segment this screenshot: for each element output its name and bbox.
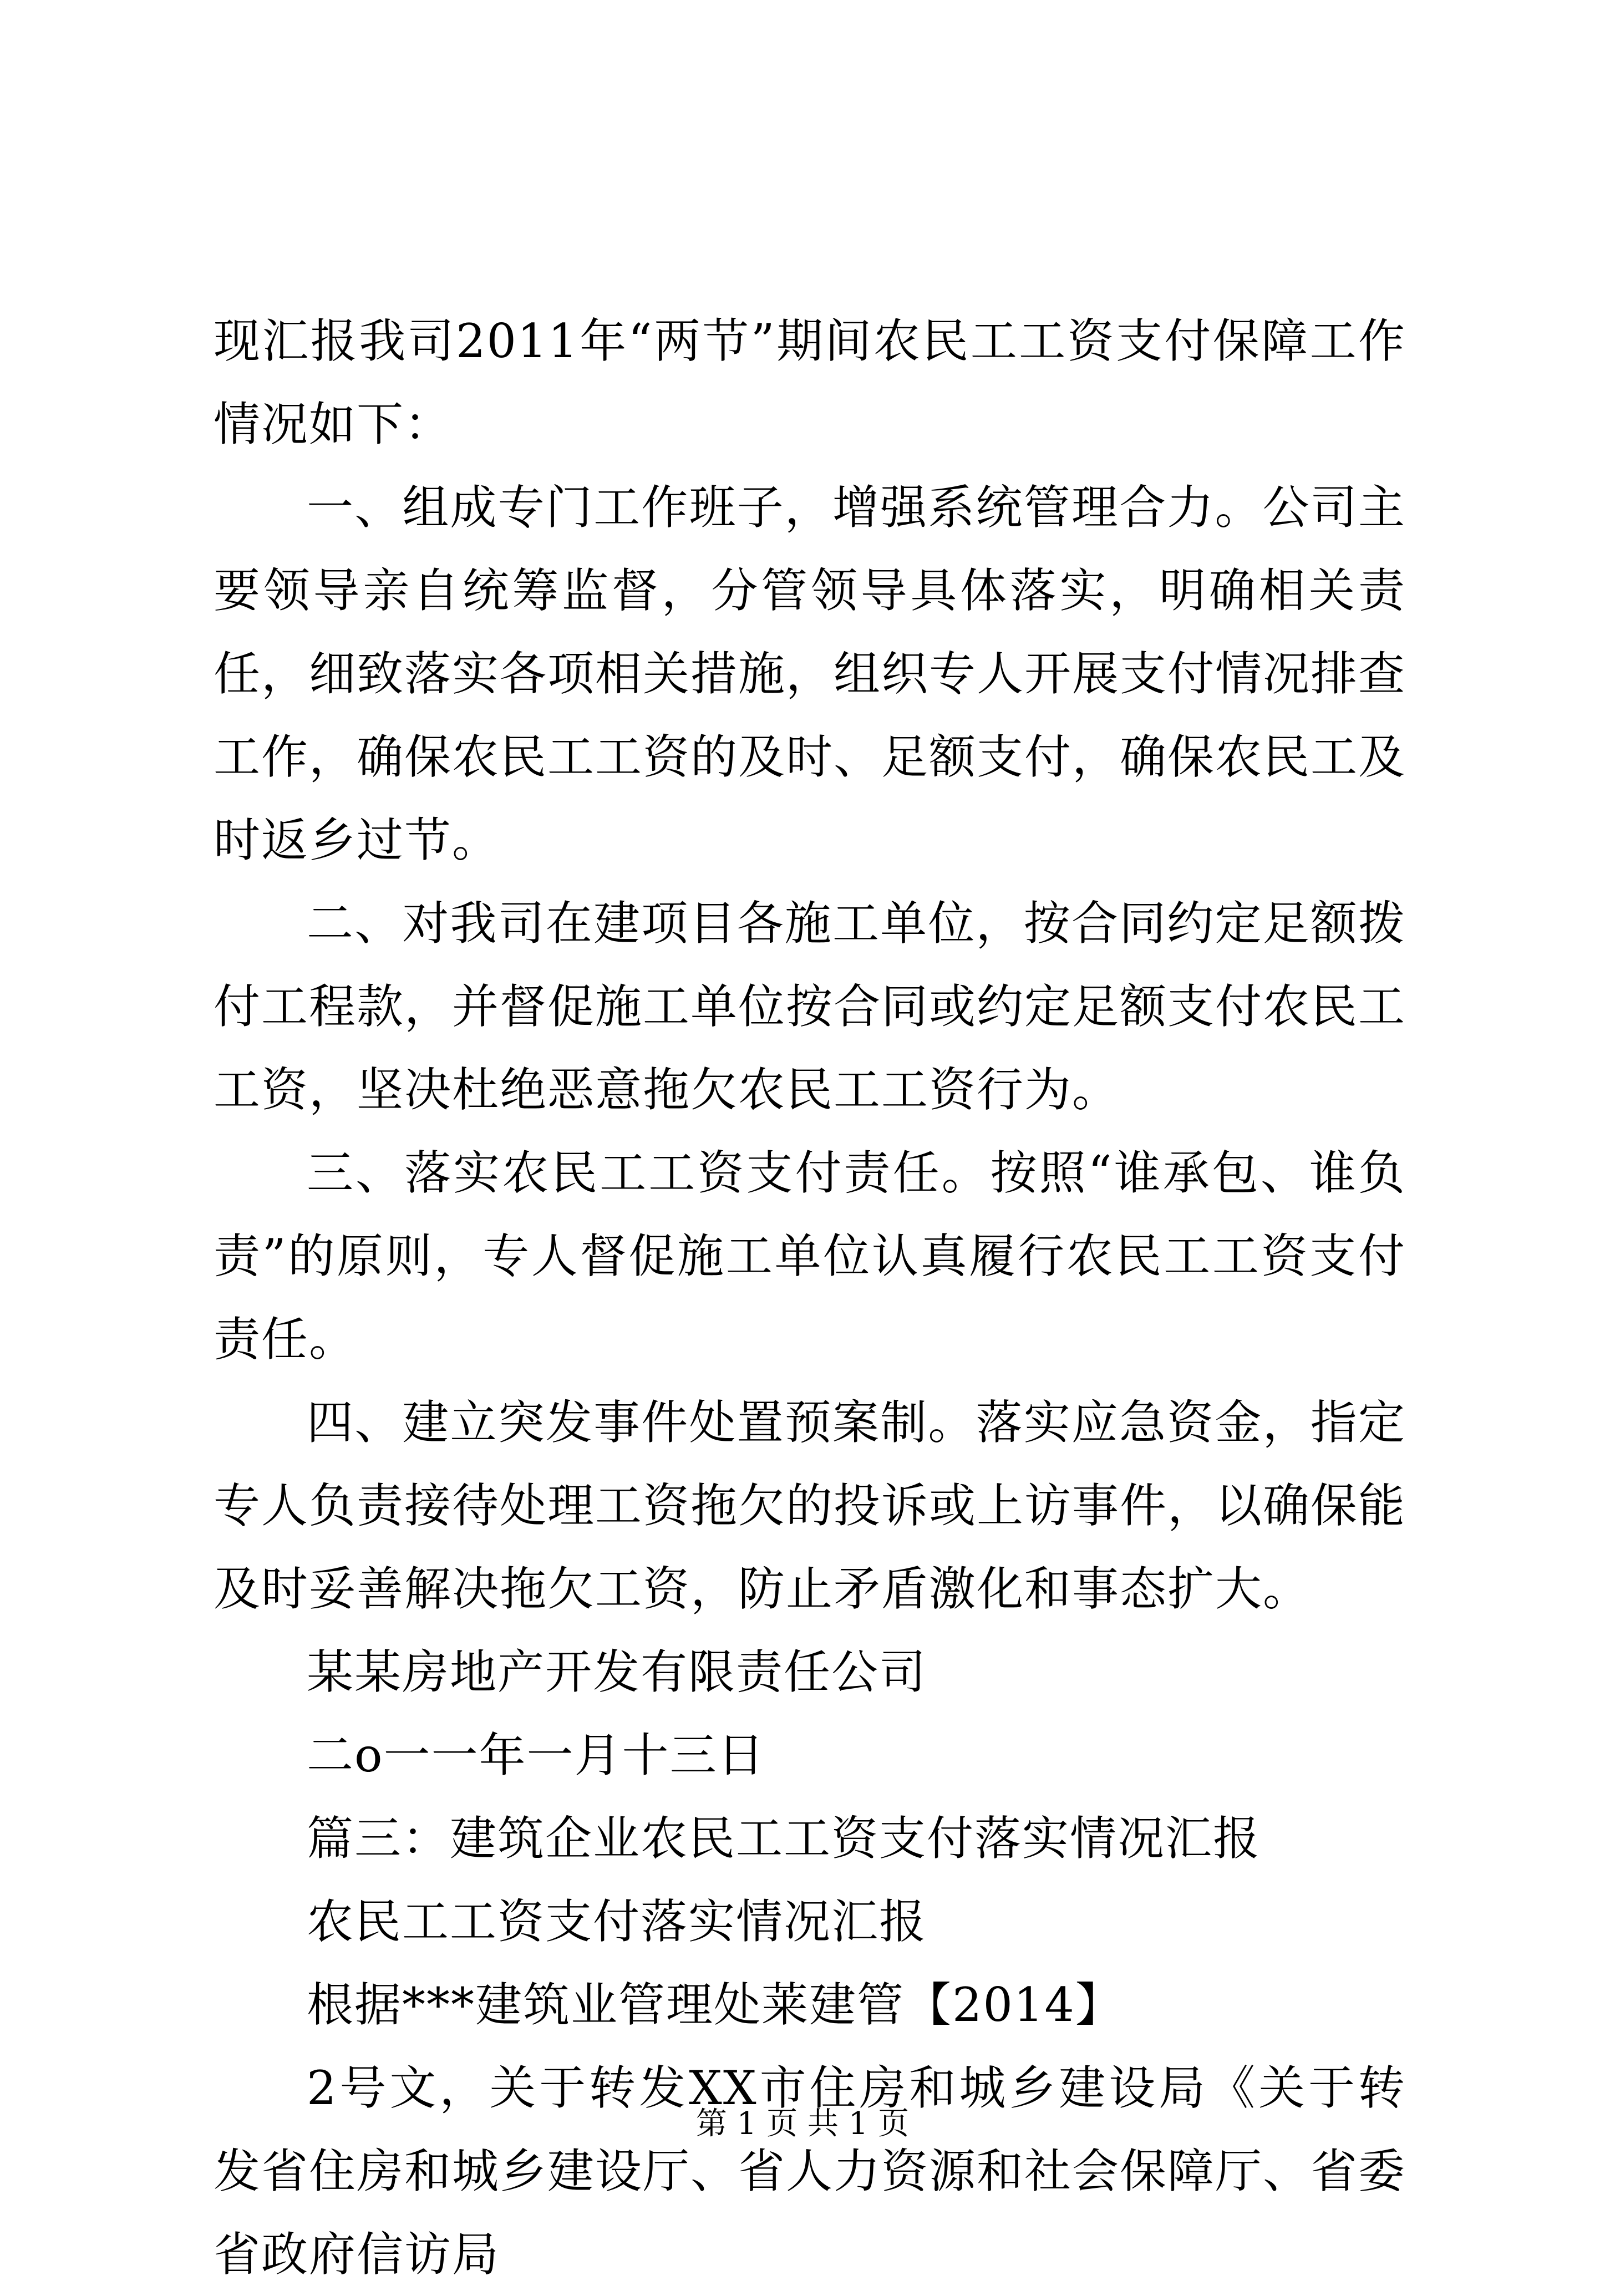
section-heading: 篇三：建筑企业农民工工资支付落实情况汇报 xyxy=(307,1811,1261,1866)
signature-date: 二o一一年一月十三日 xyxy=(307,1728,765,1782)
report-title: 农民工工资支付落实情况汇报 xyxy=(307,1894,927,1949)
paragraph-intro: 现汇报我司2011年“两节”期间农民工工资支付保障工作情况如下： xyxy=(214,314,1406,451)
paragraph-item-three: 三、落实农民工工资支付责任。按照“谁承包、谁负责”的原则，专人督促施工单位认真履行农民工工资支付责任。 xyxy=(214,1146,1406,1367)
paragraph-item-four: 四、建立突发事件处置预案制。落实应急资金，指定专人负责接待处理工资拖欠的投诉或上访事件，以确保能及时妥善解决拖欠工资，防止矛盾激化和事态扩大。 xyxy=(214,1395,1406,1616)
company-signature: 某某房地产开发有限责任公司 xyxy=(307,1645,927,1699)
paragraph-item-two: 二、对我司在建项目各施工单位，按合同约定足额拨付工程款，并督促施工单位按合同或约定足额支付农民工工资，坚决杜绝恶意拖欠农民工工资行为。 xyxy=(214,896,1406,1117)
paragraph-item-one: 一、组成专门工作班子，增强系统管理合力。公司主要领导亲自统筹监督，分管领导具体落实，明确相关责任，细致落实各项相关措施，组织专人开展支付情况排查工作，确保农民工工资的及时、足额支付，确保农民工及时返乡过节。 xyxy=(214,480,1406,867)
page-footer: 第 1 页 共 1 页 xyxy=(695,2106,910,2142)
paragraph-document-number: 2号文，关于转发XX市住房和城乡建设局《关于转发省住房和城乡建设厅、省人力资源和社会保障厅、省委省政府信访局 xyxy=(214,2061,1406,2282)
document-body xyxy=(214,299,1406,2296)
paragraph-basis: 根据***建筑业管理处莱建管【2014】 xyxy=(307,1978,1123,2032)
